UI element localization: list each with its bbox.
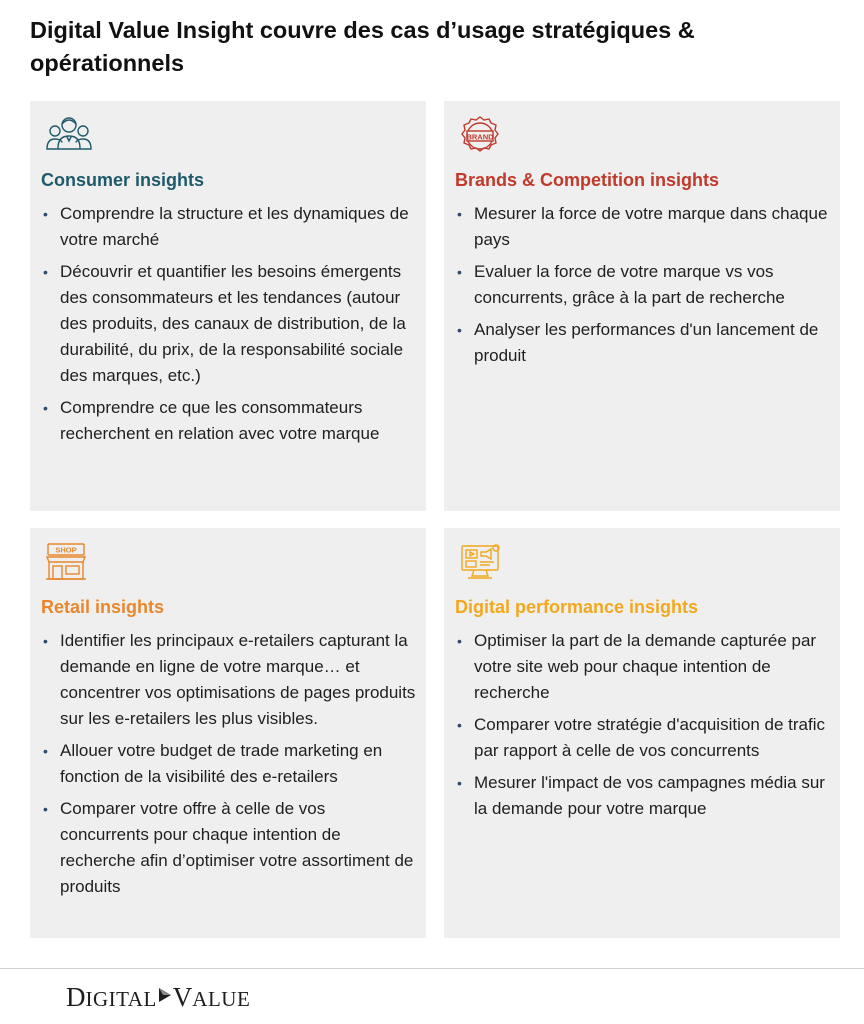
card-title: Consumer insights: [41, 170, 205, 190]
footer-divider: [0, 968, 864, 969]
brands-competition-card: [444, 101, 840, 511]
list-item: • Comparer votre offre à celle de vos concurrents pour chaque intention de recherche afin d’optimiser votre assortiment de produits: [43, 799, 414, 896]
list-item: • Mesurer l'impact de vos campagnes média sur la demande pour votre marque: [457, 773, 825, 818]
bullet-list: [41, 201, 418, 453]
list-item: • Optimiser la part de la demande capturée par votre site web pour chaque intention de recherche: [457, 631, 817, 702]
card-title: Retail insights: [41, 597, 165, 617]
play-arrow-icon: [158, 987, 172, 1003]
list-item: • Comprendre ce que les consommateurs recherchent en relation avec votre marque: [43, 398, 380, 443]
list-item: • Allouer votre budget de trade marketing en fonction de la visibilité des e-retailers: [43, 741, 383, 786]
list-item: • Evaluer la force de votre marque vs vos concurrents, grâce à la part de recherche: [457, 262, 785, 307]
svg-text:BRAND: BRAND: [466, 132, 494, 142]
list-item: • Analyser les performances d'un lancement de produit: [457, 320, 819, 365]
brand-badge-icon: [458, 115, 502, 155]
list-item: • Découvrir et quantifier les besoins émergents des consommateurs et les tendances (autour des produits, des canaux de distribution, de la durabilité, du prix, de la responsabilité sociale des marques, etc.): [43, 262, 406, 385]
list-item: • Mesurer la force de votre marque dans chaque pays: [457, 204, 828, 249]
list-item: • Identifier les principaux e-retailers capturant la demande en ligne de votre marque… et concentrer vos optimisations de pages produits sur les e-retailers les plus visibles.: [43, 631, 416, 728]
retail-insights-card: [30, 528, 426, 938]
list-item: • Comparer votre stratégie d'acquisition de trafic par rapport à celle de vos concurrents: [457, 715, 825, 760]
digital-media-icon: [458, 542, 502, 582]
page-title: Digital Value Insight couvre des cas d’usage stratégiques & opérationnels: [30, 17, 695, 76]
bullet-list: [41, 628, 418, 906]
card-title: Brands & Competition insights: [455, 170, 720, 190]
digital-value-logo: D IGITAL V ALUE: [66, 982, 251, 1012]
bullet-list: [455, 628, 832, 828]
card-title: Digital performance insights: [455, 597, 699, 617]
bullet-list: [455, 201, 832, 375]
people-group-icon: [44, 115, 88, 155]
consumer-insights-card: [30, 101, 426, 511]
list-item: • Comprendre la structure et les dynamiques de votre marché: [43, 204, 409, 249]
digital-performance-card: [444, 528, 840, 938]
svg-text:SHOP: SHOP: [55, 545, 77, 555]
shop-storefront-icon: [44, 542, 88, 582]
